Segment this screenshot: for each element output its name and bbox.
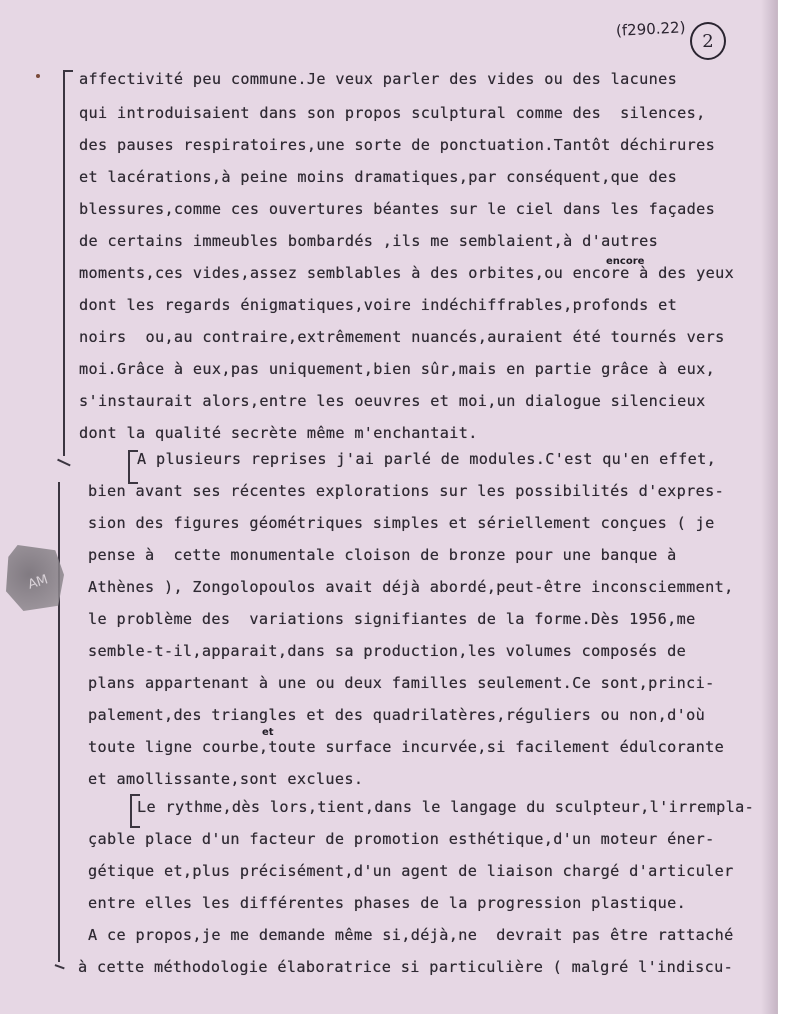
text-line: de certains immeubles bombardés ,ils me semblaient,à d'autres [79, 232, 659, 250]
text-line: blessures,comme ces ouvertures béantes sur le ciel dans les façades [79, 200, 716, 218]
text-line: Athènes ), Zongolopoulos avait déjà abordé,peut-être inconsciemment, [88, 578, 734, 596]
handwritten-correction: et [262, 727, 274, 738]
text-line: semble-t-il,apparait,dans sa production,les volumes composés de [88, 642, 687, 660]
text-line: noirs ou,au contraire,extrêmement nuancés,auraient été tournés vers [79, 328, 725, 346]
text-line: et lacérations,à peine moins dramatiques,par conséquent,que des [79, 168, 678, 186]
text-line: palement,des triangles et des quadrilatères,réguliers ou non,d'où [88, 706, 706, 724]
text-line: moments,ces vides,assez semblables à des orbites,ou encore à des yeux [79, 264, 735, 282]
margin-bracket-1 [63, 70, 75, 456]
text-line: des pauses respiratoires,une sorte de ponctuation.Tantôt déchirures [79, 136, 716, 154]
text-line: çable place d'un facteur de promotion esthétique,d'un moteur éner- [88, 830, 715, 848]
text-line: entre elles les différentes phases de la progression plastique. [88, 894, 687, 912]
text-line: moi.Grâce à eux,pas uniquement,bien sûr,mais en partie grâce à eux, [79, 360, 716, 378]
text-line: gétique et,plus précisément,d'un agent de liaison chargé d'articuler [88, 862, 734, 880]
text-line: A plusieurs reprises j'ai parlé de modules.C'est qu'en effet, [137, 450, 717, 468]
text-line: toute ligne courbe,toute surface incurvée,si facilement édulcorante [88, 738, 725, 756]
text-line: sion des figures géométriques simples et sériellement conçues ( je [88, 514, 715, 532]
text-line: dont les regards énigmatiques,voire indéchiffrables,profonds et [79, 296, 678, 314]
text-line: dont la qualité secrète même m'enchantait. [79, 424, 478, 442]
text-line: Le rythme,dès lors,tient,dans le langage du sculpteur,l'irrempla- [137, 798, 755, 816]
text-line: et amollissante,sont exclues. [88, 770, 364, 788]
text-line: bien avant ses récentes explorations sur les possibilités d'expres- [88, 482, 725, 500]
text-line: A ce propos,je me demande même si,déjà,ne devrait pas être rattaché [88, 926, 734, 944]
ink-dot [36, 74, 40, 78]
text-line: s'instaurait alors,entre les oeuvres et moi,un dialogue silencieux [79, 392, 706, 410]
handwritten-correction: encore [606, 256, 645, 267]
text-line: qui introduisaient dans son propos sculptural comme des silences, [79, 104, 706, 122]
page-number [690, 22, 726, 60]
margin-bracket-2 [58, 482, 68, 962]
archive-reference: (f290.22) [615, 18, 686, 40]
text-line: pense à cette monumentale cloison de bronze pour une banque à [88, 546, 677, 564]
text-line: affectivité peu commune.Je veux parler des vides ou des lacunes [79, 70, 678, 88]
text-line: le problème des variations signifiantes de la forme.Dès 1956,me [88, 610, 696, 628]
page-edge-shadow [761, 0, 777, 1014]
archive-stamp-text: AM [26, 572, 50, 593]
page-number-label: 2 [702, 30, 714, 52]
text-line: à cette méthodologie élaboratrice si particulière ( malgré l'indiscu- [78, 958, 734, 976]
text-line: plans appartenant à une ou deux familles seulement.Ce sont,princi- [88, 674, 715, 692]
